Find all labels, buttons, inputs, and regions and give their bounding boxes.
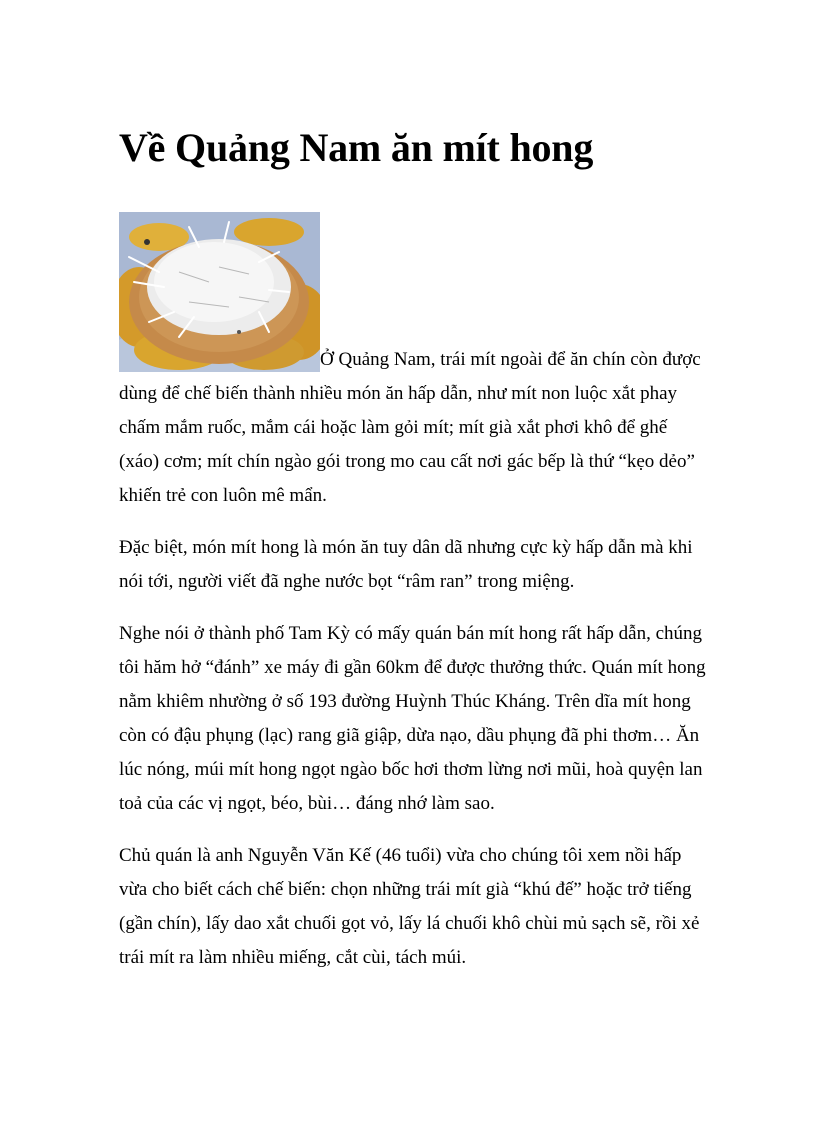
paragraph-1-text: Ở Quảng Nam, trái mít ngoài để ăn chín còn được dùng để chế biến thành nhiều món ăn hấp dẫn, như mít non luộc xắt phay chấm mắm ruốc, mắm cái hoặc làm gỏi mít; mít già xắt phơi khô để ghế (xáo) cơm; mít chín ngào gói trong mo cau cất nơi gác bếp là thứ “kẹo dẻo” khiến trẻ con luôn mê mẩn. (119, 349, 701, 506)
paragraph-2: Đặc biệt, món mít hong là món ăn tuy dân dã nhưng cực kỳ hấp dẫn mà khi nói tới, người viết đã nghe nước bọt “râm ran” trong miệng. (119, 537, 693, 592)
paragraph-1 (119, 212, 709, 513)
paragraph-4: Chủ quán là anh Nguyễn Văn Kế (46 tuổi) vừa cho chúng tôi xem nồi hấp vừa cho biết cách chế biến: chọn những trái mít già “khú đế” hoặc trở tiếng (gần chín), lấy dao xắt chuối gọt vỏ, lấy lá chuối khô chùi mủ sạch sẽ, rồi xẻ trái mít ra làm nhiều miếng, cắt cùi, tách múi. (119, 845, 700, 968)
article-title: Về Quảng Nam ăn mít hong (119, 125, 594, 170)
article-body (119, 212, 709, 993)
photo-icon (119, 212, 320, 372)
paragraph-3: Nghe nói ở thành phố Tam Kỳ có mấy quán bán mít hong rất hấp dẫn, chúng tôi hăm hở “đánh” xe máy đi gần 60km để được thưởng thức. Quán mít hong nằm khiêm nhường ở số 193 đường Huỳnh Thúc Kháng. Trên dĩa mít hong còn có đậu phụng (lạc) rang giã giập, dừa nạo, dầu phụng đã phi thơm… Ăn lúc nóng, múi mít hong ngọt ngào bốc hơi thơm lừng nơi mũi, hoà quyện lan toả của các vị ngọt, béo, bùi… đáng nhớ làm sao. (119, 623, 706, 814)
